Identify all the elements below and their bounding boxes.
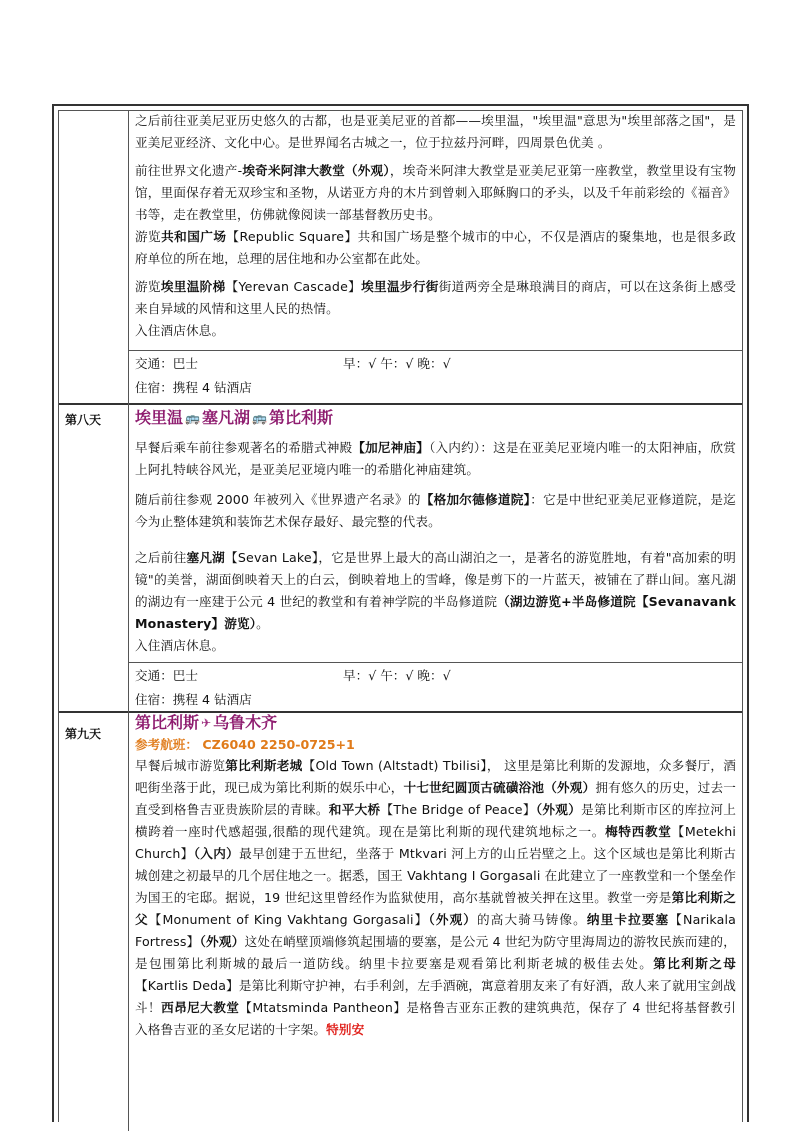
day9-route-title: 第比利斯 ✈ 乌鲁木齐 <box>135 711 736 735</box>
day7-paragraph-etchmiadzin: 前往世界文化遗产-埃奇米阿津大教堂（外观），埃奇米阿津大教堂是亚美尼亚第一座教堂，教堂里设有宝物馆，里面保存着无双珍宝和圣物，从诺亚方舟的木片到曾刺入耶稣胸口的矛头，以及千年前彩绘的《福音》书等，走在教堂里，仿佛就像阅读一部基督教历史书。 <box>135 163 736 222</box>
day8-paragraph-geghard: 随后前往参观 2000 年被列入《世界遗产名录》的【格加尔德修道院】：它是中世纪亚美尼亚修道院，是迄今为止整体建筑和装饰艺术保存最好、最完整的代表。 <box>135 492 736 529</box>
bus-icon: 🚌 <box>185 411 200 425</box>
divider <box>129 662 742 663</box>
airplane-icon: ✈ <box>201 716 212 730</box>
day7-paragraph-cascade: 游览埃里温阶梯【Yerevan Cascade】埃里温步行街街道两旁全是琳琅满目的商店，可以在这条街上感受来自异域的风情和这里人民的热情。 <box>135 279 737 316</box>
day9-label: 第九天 <box>65 727 102 741</box>
day7-paragraph-hotel-rest: 入住酒店休息。 <box>135 323 225 338</box>
transport-text: 交通：巴士 <box>135 356 198 371</box>
transport-text: 交通：巴士 <box>135 668 198 683</box>
day7-label-cell <box>59 111 129 403</box>
meals-text: 早：√ 午：√ 晚：√ <box>343 356 451 371</box>
day7-content <box>129 110 742 342</box>
day8-hotel-row: 住宿：携程 4 钻酒店 <box>135 692 252 707</box>
day7-paragraph-yerevan: 之后前往亚美尼亚历史悠久的古都，也是亚美尼亚的首都——埃里温，"埃里温"意思为"埃里部落之国"，是亚美尼亚经济、文化中心。是世界闻名古城之一，位于拉兹丹河畔，四周景色优美 。 <box>135 113 736 150</box>
day9-label-cell <box>59 711 129 1131</box>
meals-text: 早：√ 午：√ 晚：√ <box>343 668 451 683</box>
day8-paragraph-sevan: 之后前往塞凡湖【Sevan Lake】，它是世界上最大的高山湖泊之一，是著名的游览胜地，有着"高加索的明镜"的美誉，湖面倒映着天上的白云，倒映着地上的雪峰，像是剪下的一片蓝天，被铺在了群山间。塞凡湖的湖边有一座建于公元 4 世纪的教堂和有着神学院的半岛修道院（湖边游览+半岛修道院【Sevanavank Monastery】游览）。 <box>135 550 736 631</box>
day7-paragraph-republic-square: 游览共和国广场【Republic Square】共和国广场是整个城市的中心，不仅是酒店的聚集地，也是很多政府单位的所在地，总理的居住地和办公室都在此处。 <box>135 229 736 266</box>
day9-paragraph-tbilisi-tour: 早餐后城市游览第比利斯老城【Old Town (Altstadt) Tbilisi】， 这里是第比利斯的发源地，众多餐厅，酒吧街坐落于此，现已成为第比利斯的娱乐中心，十七世纪圆顶古硫磺浴池（外观）拥有悠久的历史，过去一直受到格鲁吉亚贵族阶层的青睐。和平大桥【The Bridge of Peace】（外观）是第比利斯市区的库拉河上横跨着一座时代感超强,很酷的现代建筑。现在是第比利斯的现代建筑地标之一。梅特西教堂【Metekhi Church】（入内）最早创建于五世纪，坐落于 Mtkvari 河上方的山丘岩壁之上。这个区域也是第比利斯古城创建之初最早的几个居住地之一。据悉，国王 Vakhtang I Gorgasali 在此建立了一座教堂和一个堡垒作为国王的宅邸。据说，19 世纪这里曾经作为监狱使用，高尔基就曾被关押在这里。教堂一旁是第比利斯之父【Monument of King Vakhtang Gorgasali】（外观）的高大骑马铸像。纳里卡拉要塞【Narikala Fortress】（外观）这处在峭壁顶端修筑起围墙的要塞，是公元 4 世纪为防守里海周边的游牧民族而建的，是包围第比利斯城的最后一道防线。纳里卡拉要塞是观看第比利斯老城的极佳去处。第比利斯之母【Kartlis Deda】是第比利斯守护神，右手利剑，左手酒碗，寓意着朋友来了有好酒，敌人来了就用宝剑战斗！西昂尼大教堂【Mtatsminda Pantheon】是格鲁吉亚东正教的建筑典范，保存了 4 世纪将基督教引入格鲁吉亚的圣女尼诺的十字架。特别安 <box>135 758 737 1037</box>
divider <box>129 350 742 351</box>
day8-transport-row <box>135 665 742 687</box>
day9-content <box>129 711 742 1041</box>
day8-route-title: 埃里温 🚌 塞凡湖 🚌 第比利斯 <box>135 405 736 431</box>
day7-transport-row <box>135 353 742 375</box>
bus-icon: 🚌 <box>251 411 267 425</box>
day8-paragraph-hotel-rest: 入住酒店休息。 <box>135 638 225 653</box>
itinerary-table <box>52 104 749 1122</box>
day9-flight-info: 参考航班： CZ6040 2250-0725+1 <box>135 737 355 752</box>
day8-paragraph-garni: 早餐后乘车前往参观著名的希腊式神殿【加尼神庙】（入内约）：这是在亚美尼亚境内唯一的太阳神庙，欣赏上阿扎特峡谷风光，是亚美尼亚境内唯一的希腊化神庙建筑。 <box>135 440 736 477</box>
day7-hotel-row: 住宿：携程 4 钻酒店 <box>135 380 252 395</box>
itinerary-inner-border <box>58 110 743 1122</box>
day8-label-cell <box>59 403 129 711</box>
day8-label: 第八天 <box>65 413 102 427</box>
special-note-text: 特别安 <box>326 1022 365 1037</box>
day8-content <box>129 405 742 657</box>
